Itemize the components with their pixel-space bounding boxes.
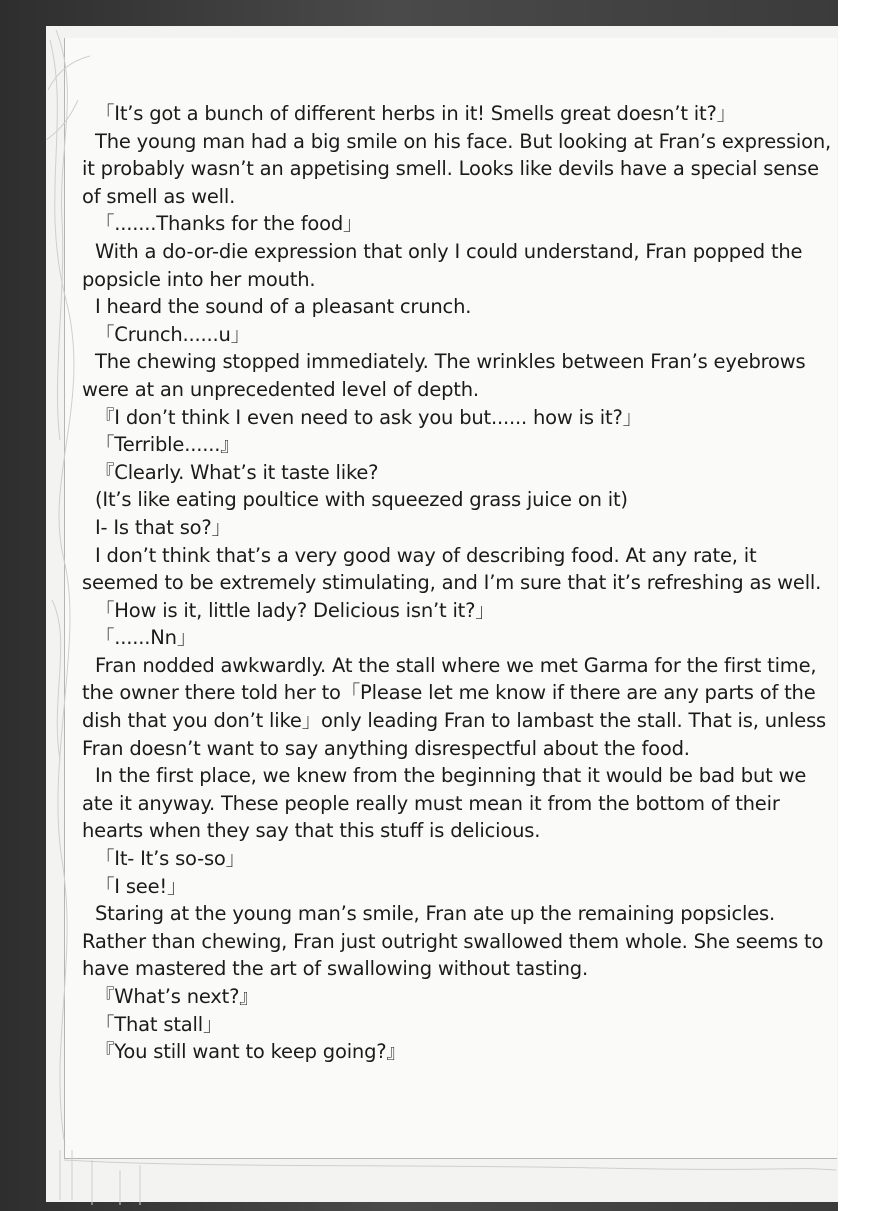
paragraph: I don’t think that’s a very good way of describing food. At any rate, it seemed to be extremely stimulating, and I’m sure that it’s refreshing as well. [82, 543, 822, 595]
paragraph: Fran nodded awkwardly. At the stall where we met Garma for the first time, the owner there told her to「Please let me know if there are any parts of the dish that you don’t like」only leading Fran to lambast the stall. That is, unless Fran doesn’t want to say anything disrespectful about the food. [82, 653, 826, 760]
paragraph: The chewing stopped immediately. The wrinkles between Fran’s eyebrows were at an unprecedented level of depth. [82, 350, 806, 401]
paragraph: (It’s like eating poultice with squeezed grass juice on it) [95, 488, 628, 512]
page-right-margin [838, 0, 869, 1211]
paragraph: 『I don’t think I even need to ask you but...... how is it?」 [95, 405, 642, 429]
paragraph: 「......Nn」 [95, 626, 197, 650]
paragraph: 『What’s next?』 [95, 985, 259, 1008]
body-text [82, 100, 832, 1066]
paragraph: 『Clearly. What’s it taste like? [95, 460, 379, 484]
paragraph: 「.......Thanks for the food」 [95, 212, 363, 236]
paragraph: The young man had a big smile on his face. But looking at Fran’s expression, it probably wasn’t an appetising smell. Looks like devils have a special sense of smell as well. [82, 129, 832, 208]
paragraph: 「That stall」 [95, 1012, 223, 1036]
paragraph: Staring at the young man’s smile, Fran ate up the remaining popsicles. Rather than chewing, Fran just outright swallowed them whole. She seems to have mastered the art of swallowing without tasting. [82, 902, 824, 981]
paragraph: 『You still want to keep going?』 [95, 1040, 406, 1064]
paragraph: 「It’s got a bunch of different herbs in it! Smells great doesn’t it?」 [95, 102, 736, 125]
paragraph: With a do-or-die expression that only I could understand, Fran popped the popsicle into her mouth. [82, 239, 803, 291]
paragraph: I heard the sound of a pleasant crunch. [95, 295, 472, 319]
paragraph: 「Terrible......』 [95, 433, 240, 457]
paragraph: In the first place, we knew from the beginning that it would be bad but we ate it anyway. These people really must mean it from the bottom of their hearts when they say that this stuff is delicious. [82, 764, 807, 843]
paragraph: 「I see!」 [95, 874, 187, 898]
paragraph: I- Is that so?」 [95, 515, 231, 539]
paragraph: 「It- It’s so-so」 [95, 847, 245, 871]
paragraph: 「Crunch......u」 [95, 322, 250, 346]
paragraph: 「How is it, little lady? Delicious isn’t it?」 [95, 598, 495, 622]
